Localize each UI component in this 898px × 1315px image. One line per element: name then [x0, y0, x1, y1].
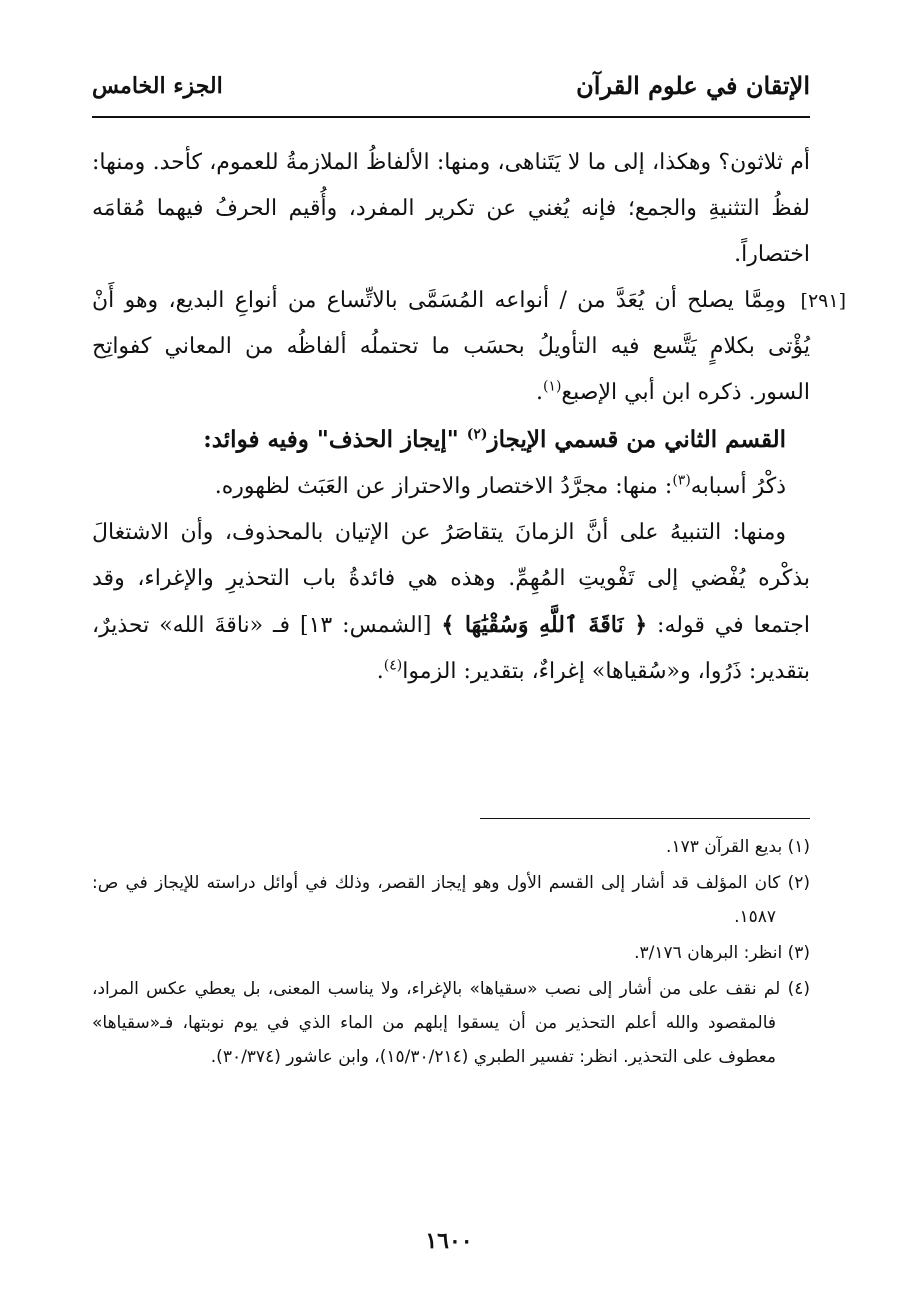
paragraph-4-middle: [الشمس: ١٣] فـ «ناقةَ الله» تحذيرٌ، بتقدير: ذَرُوا، و«سُقياها» إغراءٌ، بتقدير: الزموا [92, 613, 810, 684]
paragraph-4-text: ومنها: التنبيهُ على أنَّ الزمانَ يتقاصَرُ عن الإتيان بالمحذوف، وأن الاشتغالَ بذكْره يُفْضي إلى تَفْويتِ المُهِمِّ. وهذه هي فائدةُ باب التحذيرِ والإغراء، وقد اجتمعا في قوله: [92, 520, 810, 638]
footnote-ref-1: (١) [542, 378, 562, 395]
header-part-label: الجزء الخامس [92, 73, 223, 99]
footnote-4: (٤) لم نقف على من أشار إلى نصب «سقياها» بالإغراء، ولا يناسب المعنى، بل يعطي عكس المراد، فالمقصود والله أعلم التحذير من أن يسقوا إبلهم من الماء الذي في يوم نوبتها، فـ«سقياها» معطوف على التحذير. انظر: تفسير الطبري (١٥/٣٠/٢١٤)، وابن عاشور (٣٠/٣٧٤). [92, 979, 810, 1067]
footnote-ref-2: (٢) [466, 426, 488, 443]
paragraph-4 [92, 510, 810, 695]
section-heading-subtitle: "إيجاز الحذف" وفيه فوائد: [203, 426, 467, 453]
section-heading [92, 416, 810, 464]
main-text [92, 140, 846, 695]
paragraph-3-rest: : منها: مجرَّدُ الاختصار والاحتراز عن العَبَث لظهوره. [214, 474, 673, 499]
running-header [92, 66, 810, 112]
paragraph-1: أم ثلاثون؟ وهكذا، إلى ما لا يَتَناهى، ومنها: الألفاظُ الملازمةُ للعموم، كأحد. ومنها: لفظُ التثنيةِ والجمع؛ فإنه يُغني عن تكرير المفرد، وأُقيم الحرفُ فيهما مُقامَه اختصاراً. [92, 150, 810, 267]
paragraph-3-text: ذكْرُ أسبابه [690, 474, 786, 499]
paragraph-2-end: . [535, 380, 543, 405]
footnote-2: (٢) كان المؤلف قد أشار إلى القسم الأول وهو إيجاز القصر، وذلك في أوائل دراسته للإيجاز في ص: ١٥٨٧. [92, 873, 810, 927]
footnote-3: (٣) انظر: البرهان ٣/١٧٦. [634, 943, 810, 963]
footnotes [92, 830, 810, 1076]
header-divider [92, 116, 810, 118]
page-number: ١٦٠٠ [425, 1228, 473, 1254]
footnote-1: (١) بديع القرآن ١٧٣. [666, 837, 810, 857]
footnote-ref-3: (٣) [672, 472, 691, 489]
footnote-divider [480, 818, 810, 819]
footnote-ref-4: (٤) [383, 657, 403, 674]
paragraph-3 [92, 464, 810, 510]
paragraph-2-text: ومِمَّا يصلح أن يُعَدَّ من / أنواعه المُسَمَّى بالاتِّساع من أنواعِ البديع، وهو أَنْ يُؤْتى بكلامٍ يَتَّسع فيه التأويلُ بحسَب ما تحتملُه ألفاظُه من المعاني كفواتِح السور. ذكره ابن أبي الإصبع [92, 288, 810, 405]
quran-verse: ﴿ نَاقَةَ ٱللَّهِ وَسُقْيَٰهَا ﴾ [441, 612, 648, 638]
paragraph-2 [92, 278, 846, 416]
paragraph-4-end: . [376, 659, 384, 684]
original-page-marker: [٢٩١] [800, 290, 846, 312]
header-book-title: الإتقان في علوم القرآن [576, 71, 810, 100]
section-heading-text: القسم الثاني من قسمي الإيجاز [487, 426, 786, 453]
